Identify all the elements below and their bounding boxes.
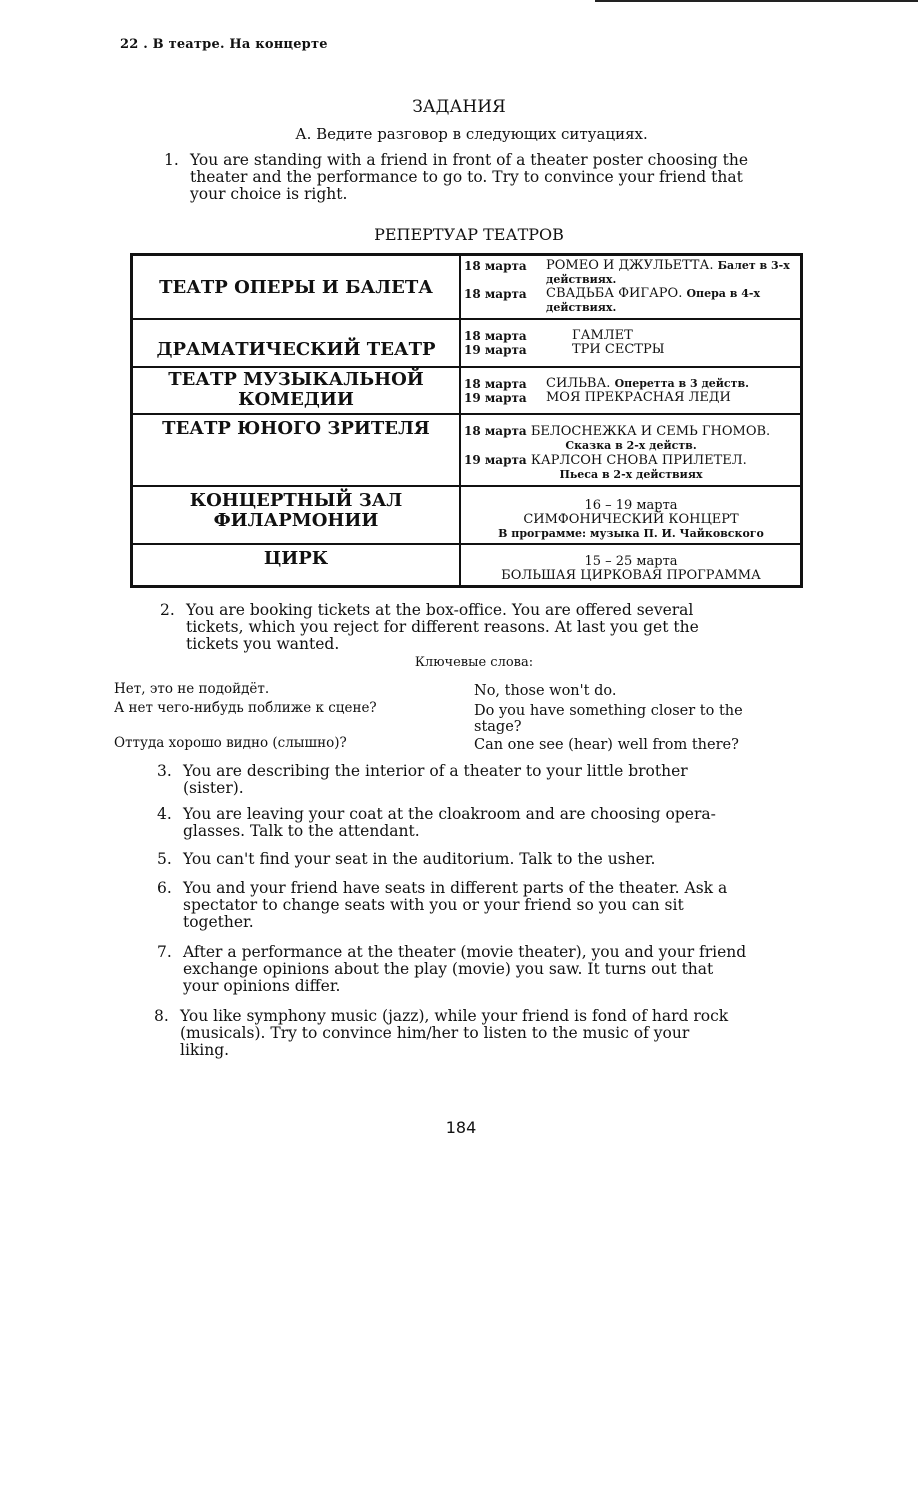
- performance-note: Пьеса в 2-х действиях: [559, 467, 703, 481]
- task-line: your choice is right.: [190, 185, 348, 203]
- performance-title: СИЛЬВА.: [546, 375, 611, 391]
- task-line: You are booking tickets at the box-office. You are offered several: [186, 601, 694, 619]
- section-title: ЗАДАНИЯ: [412, 97, 506, 117]
- task-line: You can't find your seat in the auditorium. Talk to the usher.: [183, 850, 656, 868]
- task-number: 3.: [157, 762, 172, 780]
- task-number: 1.: [164, 151, 179, 169]
- performance-title: СВАДЬБА ФИГАРО.: [546, 286, 683, 301]
- repertoire-title: РЕПЕРТУАР ТЕАТРОВ: [374, 225, 564, 244]
- performance-note: Сказка в 2-х действ.: [565, 438, 697, 452]
- performance-item: [464, 453, 798, 468]
- performance-item: [464, 287, 798, 315]
- performance-date: 18 марта: [464, 423, 527, 438]
- task-line: together.: [183, 913, 254, 931]
- performance-note: Опера в 4-х действиях.: [546, 287, 760, 314]
- task-line: (musicals). Try to convince him/her to listen to the music of your: [180, 1024, 690, 1042]
- table-row: [132, 367, 802, 414]
- performance-date: 18 марта: [464, 376, 527, 391]
- task-number: 7.: [157, 943, 172, 961]
- performance-title: БЕЛОСНЕЖКА И СЕМЬ ГНОМОВ.: [530, 423, 771, 439]
- top-rule: [595, 0, 918, 2]
- performance-item: [464, 329, 798, 343]
- table-row: [132, 414, 802, 486]
- performance-note: Оперетта в 3 действ.: [614, 376, 749, 390]
- task-line: You are leaving your coat at the cloakroom and are choosing opera-: [183, 805, 716, 823]
- performance-cell: [460, 486, 802, 544]
- task-line: spectator to change seats with you or your friend so you can sit: [183, 896, 684, 914]
- keywords-title: Ключевые слова:: [414, 655, 534, 670]
- task-7: [157, 943, 747, 995]
- keyword-en: Can one see (hear) well from there?: [474, 737, 739, 753]
- task-line: tickets, which you reject for different reasons. At last you get the: [186, 618, 699, 636]
- task-2: [160, 601, 699, 653]
- performance-title: РОМЕО И ДЖУЛЬЕТТА.: [546, 258, 714, 273]
- performance-title: КАРЛСОН СНОВА ПРИЛЕТЕЛ.: [530, 452, 747, 468]
- running-header: 22 . В театре. На концерте: [120, 37, 328, 52]
- performance-title: ГАМЛЕТ: [572, 327, 633, 343]
- task-number: 6.: [157, 879, 172, 897]
- performance-date: 19 марта: [464, 390, 527, 405]
- performance-cell: [460, 414, 802, 486]
- performance-item: [464, 377, 798, 391]
- theater-name: ТЕАТР ОПЕРЫ И БАЛЕТА: [132, 255, 461, 319]
- performance-cell: [460, 319, 802, 367]
- performance-title: МОЯ ПРЕКРАСНАЯ ЛЕДИ: [546, 389, 731, 405]
- table-row: [132, 544, 802, 587]
- table-row: [132, 319, 802, 367]
- task-1: [164, 151, 749, 203]
- task-5: [157, 850, 656, 868]
- table-row: [132, 486, 802, 544]
- performance-cell: [460, 255, 802, 319]
- task-line: glasses. Talk to the attendant.: [183, 822, 420, 840]
- performance-date: 18 марта: [464, 328, 527, 343]
- task-4: [157, 805, 716, 840]
- performance-item: [464, 259, 798, 287]
- keyword-ru: Нет, это не подойдёт.: [114, 681, 270, 697]
- theater-name: ДРАМАТИЧЕСКИЙ ТЕАТР: [132, 319, 461, 367]
- performance-item: [464, 424, 798, 439]
- performance-note: В программе: музыка П. И. Чайковского: [498, 526, 764, 540]
- task-number: 2.: [160, 601, 175, 619]
- performance-item: [464, 391, 798, 405]
- performance-cell: [460, 367, 802, 414]
- performance-date: 18 марта: [464, 259, 527, 273]
- performance-date: 19 марта: [464, 342, 527, 357]
- task-number: 4.: [157, 805, 172, 823]
- theater-name: ЦИРК: [132, 544, 461, 587]
- task-line: tickets you wanted.: [186, 635, 340, 653]
- task-6: [157, 879, 728, 931]
- task-line: After a performance at the theater (movie theater), you and your friend: [183, 943, 747, 961]
- task-line: You are standing with a friend in front of a theater poster choosing the: [190, 151, 749, 169]
- task-line: (sister).: [183, 779, 244, 797]
- task-line: your opinions differ.: [183, 977, 341, 995]
- task-3: [157, 762, 688, 797]
- performance-dates: 15 – 25 марта: [584, 553, 678, 569]
- performance-item: [464, 343, 798, 357]
- table-row: [132, 255, 802, 319]
- keyword-ru: А нет чего-нибудь поближе к сцене?: [114, 700, 377, 716]
- task-line: You like symphony music (jazz), while your friend is fond of hard rock: [180, 1007, 729, 1025]
- keyword-en: No, those won't do.: [474, 683, 617, 699]
- task-line: liking.: [180, 1041, 230, 1059]
- performance-note: Балет в 3-х действиях.: [546, 259, 790, 286]
- performance-dates: 16 – 19 марта: [584, 497, 678, 513]
- performance-cell: [460, 544, 802, 587]
- repertoire-table: [130, 253, 803, 588]
- task-line: You and your friend have seats in different parts of the theater. Ask a: [183, 879, 728, 897]
- task-line: exchange opinions about the play (movie) you saw. It turns out that: [183, 960, 714, 978]
- performance-title: БОЛЬШАЯ ЦИРКОВАЯ ПРОГРАММА: [501, 567, 761, 583]
- keyword-en: stage?: [474, 719, 522, 735]
- theater-name: КОНЦЕРТНЫЙ ЗАЛ ФИЛАРМОНИИ: [132, 486, 461, 544]
- performance-title: СИМФОНИЧЕСКИЙ КОНЦЕРТ: [523, 511, 739, 527]
- task-8: [154, 1007, 729, 1059]
- page-number: 184: [445, 1118, 477, 1137]
- keyword-ru: Оттуда хорошо видно (слышно)?: [114, 735, 347, 751]
- task-line: theater and the performance to go to. Try to convince your friend that: [190, 168, 743, 186]
- theater-name: ТЕАТР МУЗЫКАЛЬНОЙ КОМЕДИИ: [132, 367, 461, 414]
- theater-name: ТЕАТР ЮНОГО ЗРИТЕЛЯ: [132, 414, 461, 486]
- section-subtitle: А. Ведите разговор в следующих ситуациях.: [295, 125, 648, 143]
- task-number: 8.: [154, 1007, 169, 1025]
- performance-title: ТРИ СЕСТРЫ: [572, 341, 665, 357]
- performance-date: 18 марта: [464, 287, 527, 301]
- performance-date: 19 марта: [464, 452, 527, 467]
- task-number: 5.: [157, 850, 172, 868]
- keyword-en: Do you have something closer to the: [474, 703, 743, 719]
- task-line: You are describing the interior of a theater to your little brother: [183, 762, 688, 780]
